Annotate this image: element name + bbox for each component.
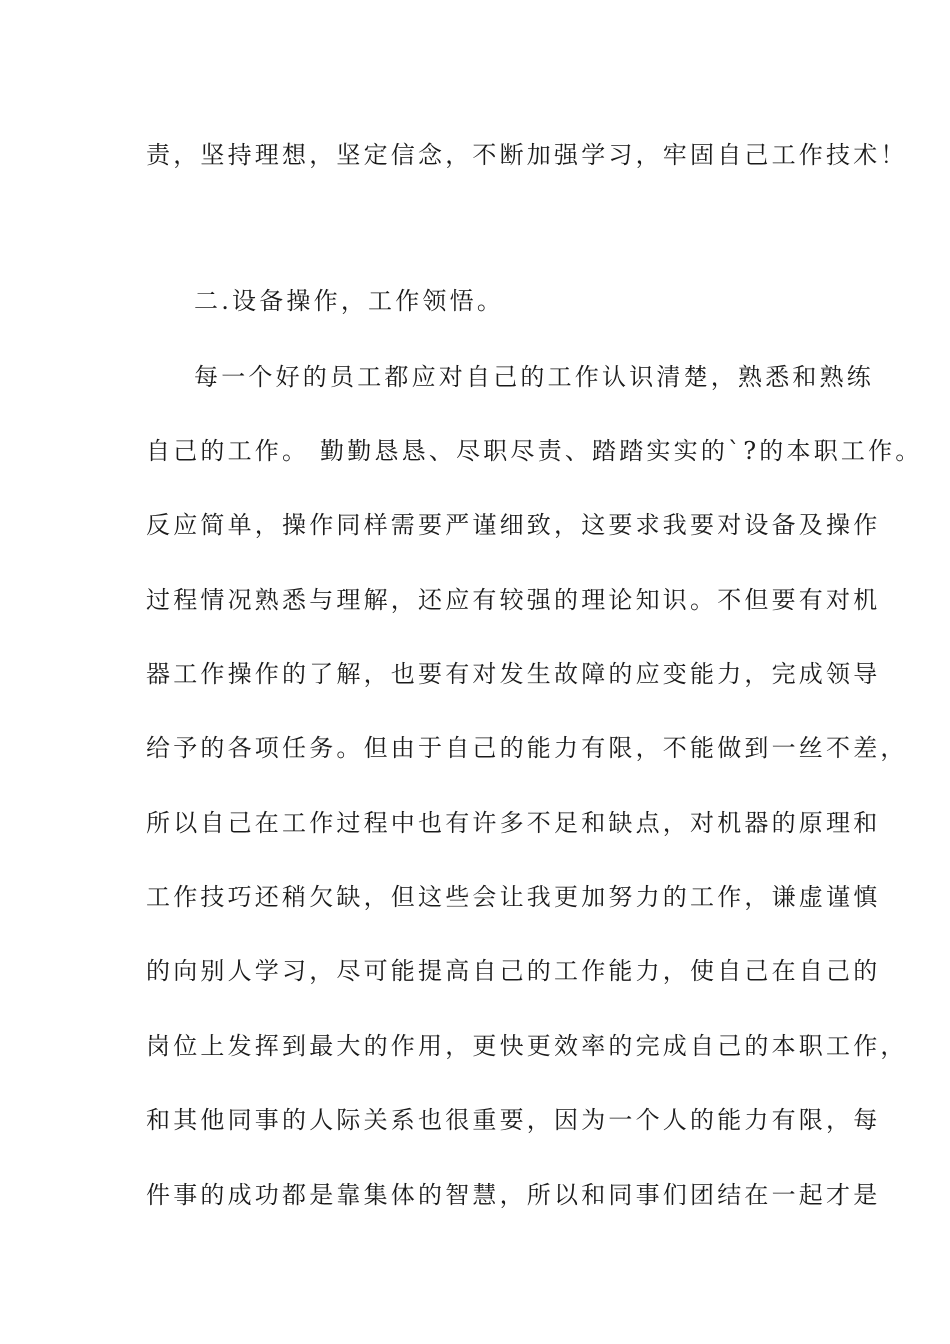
text-line: 工作技巧还稍欠缺，但这些会让我更加努力的工作，谦虚谨慎 (146, 883, 881, 911)
text-line: 器工作操作的了解，也要有对发生故障的应变能力，完成领导 (146, 660, 881, 688)
section-heading: 二.设备操作，工作领悟。 (194, 287, 505, 315)
text-line: 岗位上发挥到最大的作用，更快更效率的完成自己的本职工作， (146, 1032, 908, 1060)
text-line: 给予的各项任务。但由于自己的能力有限，不能做到一丝不差， (146, 734, 908, 762)
text-line: 反应简单，操作同样需要严谨细致，这要求我要对设备及操作 (146, 511, 881, 539)
text-line: 自己的工作。 勤勤恳恳、尽职尽责、踏踏实实的`?的本职工作。 (146, 437, 923, 465)
paragraph-first-line: 每一个好的员工都应对自己的工作认识清楚，熟悉和熟练 (194, 363, 874, 391)
text-line: 过程情况熟悉与理解，还应有较强的理论知识。不但要有对机 (146, 586, 881, 614)
text-line: 所以自己在工作过程中也有许多不足和缺点，对机器的原理和 (146, 809, 881, 837)
text-line: 的向别人学习，尽可能提高自己的工作能力，使自己在自己的 (146, 957, 881, 985)
text-line: 责，坚持理想，坚定信念，不断加强学习，牢固自己工作技术！ (146, 141, 908, 169)
text-line: 件事的成功都是靠集体的智慧，所以和同事们团结在一起才是 (146, 1181, 881, 1209)
text-line: 和其他同事的人际关系也很重要，因为一个人的能力有限，每 (146, 1106, 881, 1134)
